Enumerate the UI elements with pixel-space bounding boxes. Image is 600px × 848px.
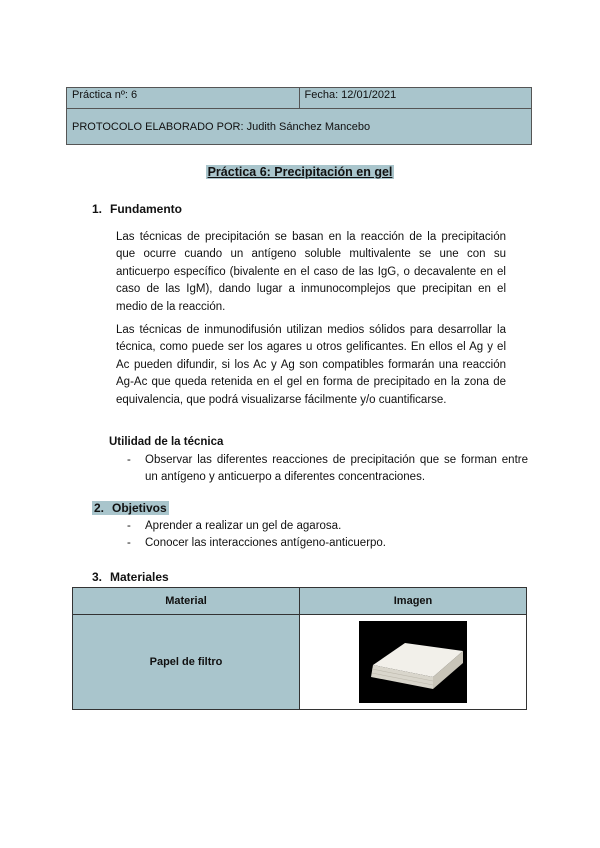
fecha-cell: Fecha: 12/01/2021 <box>299 88 532 109</box>
list-item: - Conocer las interacciones antígeno-anticuerpo. <box>127 536 387 549</box>
list-item: - Aprender a realizar un gel de agarosa. <box>127 520 342 532</box>
section-objetivos-heading: 2. Objetivos <box>94 501 167 515</box>
utilidad-heading: Utilidad de la técnica <box>109 436 224 448</box>
utilidad-list <box>122 452 528 485</box>
column-header-material: Material <box>73 588 300 615</box>
material-name-cell: Papel de filtro <box>73 615 300 710</box>
objetivos-list <box>122 518 442 551</box>
table-row <box>73 615 527 710</box>
section-materiales-heading: 3. Materiales <box>92 570 169 584</box>
protocolo-author-cell: PROTOCOLO ELABORADO POR: Judith Sánchez Mancebo <box>67 109 532 145</box>
protocol-header-table <box>66 87 532 145</box>
list-item: - Observar las diferentes reacciones de precipitación que se forman entre un antígeno y anticuerpo a diferentes concentraciones. <box>127 454 528 483</box>
filter-paper-image <box>359 621 467 703</box>
page-title: Práctica 6: Precipitación en gel <box>207 165 393 179</box>
material-image-cell <box>300 615 527 710</box>
practica-number-cell: Práctica nº: 6 <box>67 88 300 109</box>
section-fundamento-heading: 1. Fundamento <box>92 202 182 216</box>
fundamento-paragraph-2: Las técnicas de inmunodifusión utilizan medios sólidos para desarrollar la técnica, como puede ser los agares u otros gelificantes. En ellos el Ag y el Ac pueden difundir, si los Ac y Ag son compatibles formarán una reacción Ag-Ac que queda retenida en el gel en forma de precipitado en la zona de equivalencia, que podrá visualizarse fácilmente y/o cuantificarse. <box>116 324 506 406</box>
materiales-table <box>72 587 527 710</box>
filter-paper-icon <box>359 621 467 703</box>
fundamento-paragraph-1: Las técnicas de precipitación se basan en la reacción de la precipitación que ocurre cuando un antígeno soluble multivalente se une con su anticuerpo específico (bivalente en el caso de las IgG, o decavalente en el caso de las IgM), dando lugar a inmunocomplejos que precipitan en el medio de la reacción. <box>116 231 506 313</box>
column-header-imagen: Imagen <box>300 588 527 615</box>
